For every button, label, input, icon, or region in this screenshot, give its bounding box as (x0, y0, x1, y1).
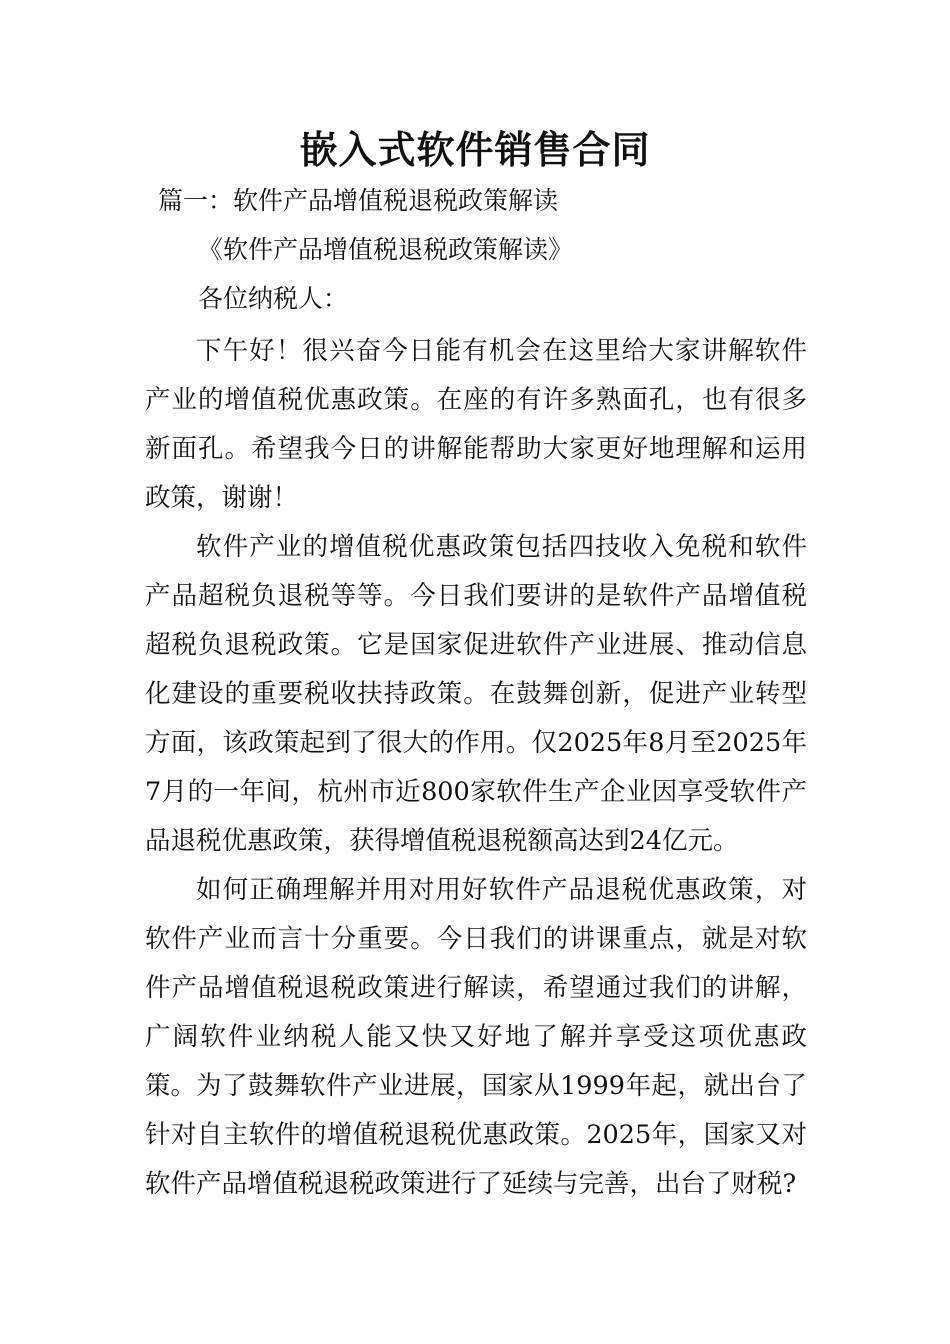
document-title: 嵌入式软件销售合同 (299, 127, 651, 172)
paragraph-3: 如何正确理解并用对用好软件产品退税优惠政策，对软件产业而言十分重要。今日我们的讲课重点，就是对软件产品增值税退税政策进行解读，希望通过我们的讲解，广阔软件业纳税人能又快又好地了解并享受这项优惠政策。 (145, 875, 807, 1101)
paragraph-4: 为了鼓舞软件产业进展，国家从1999年起，就出台了针对自主软件的增值税退税优惠政策。2025年，国家又对软件产品增值税退税政策进行了延续与完善，出台了财税? (145, 1071, 807, 1199)
paragraph-1: 下午好！很兴奋今日能有机会在这里给大家讲解软件产业的增值税优惠政策。在座的有许多熟面孔，也有很多新面孔。希望我今日的讲解能帮助大家更好地理解和运用政策，谢谢！ (145, 336, 807, 513)
section-heading: 篇一：软件产品增值税退税政策解读 (158, 186, 559, 215)
document-subtitle: 《软件产品增值税退税政策解读》 (198, 235, 574, 264)
paragraph-2: 软件产业的增值税优惠政策包括四技收入免税和软件产品超税负退税等等。今日我们要讲的是软件产品增值税超税负退税政策。它是国家促进软件产业进展、推动信息化建设的重要税收扶持政策。在鼓舞创新，促进产业转型方面，该政策起到了很大的作用。仅2025年8月至2025年7月的一年间，杭州市近800家软件生产企业因享受软件产品退税优惠政策，获得增值税退税额高达到24亿元。 (145, 532, 807, 856)
salutation: 各位纳税人： (198, 284, 349, 313)
